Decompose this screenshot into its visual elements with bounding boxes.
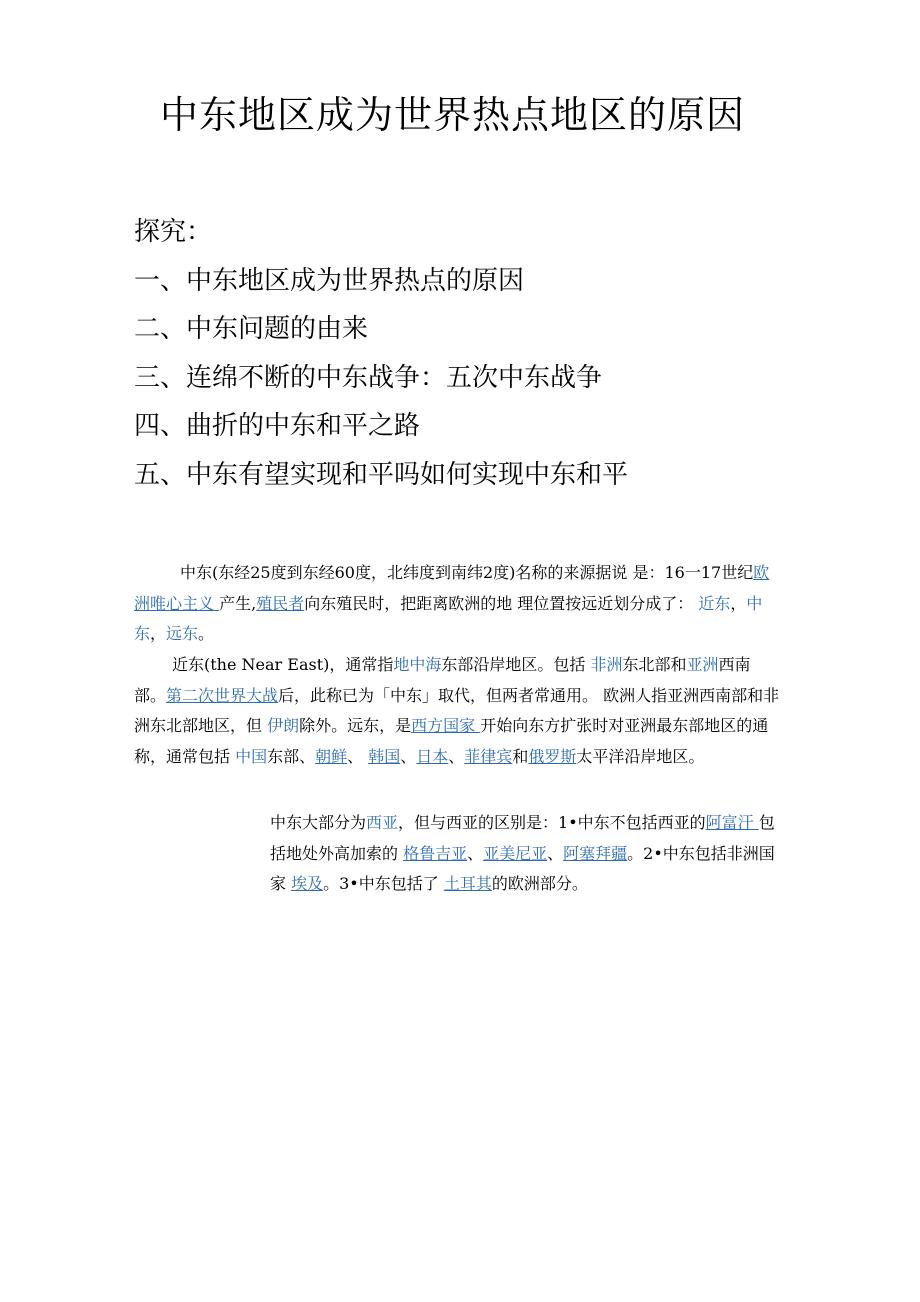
paragraph-text: 的欧洲部分。: [491, 874, 588, 893]
link-near-east[interactable]: 近东: [698, 593, 731, 613]
paragraph-text: 、: [467, 843, 484, 863]
paragraph-text: 开始向东方扩张时对亚洲最东部地区的通称，通常包括: [134, 716, 769, 766]
link-china[interactable]: 中国: [235, 746, 268, 766]
paragraph-text: 。2•中东包括非洲国家: [270, 843, 775, 893]
paragraph-text: 近东(the Near East)，通常指: [172, 655, 394, 674]
paragraph-text: ，但与西亚的区别是：1•中东不包括西亚的: [398, 813, 706, 832]
link-azerbaijan[interactable]: 阿塞拜疆: [563, 843, 628, 863]
outline-item: 五、中东有望实现和平吗如何实现中东和平: [134, 459, 629, 490]
link-afghanistan[interactable]: 阿富汗: [705, 813, 759, 832]
link-mediterranean[interactable]: 地中海: [393, 655, 442, 674]
link-turkey[interactable]: 土耳其: [443, 874, 492, 893]
paragraph-text: 、: [400, 746, 417, 766]
paragraph-text: 太平洋沿岸地区。: [576, 746, 705, 766]
link-philippines[interactable]: 菲律宾: [464, 746, 513, 766]
paragraph-text: 中东大部分为: [270, 813, 367, 832]
document-title: 中东地区成为世界热点地区的原因: [159, 93, 745, 137]
link-south-korea[interactable]: 韩国: [368, 746, 401, 766]
paragraph-text: 向东殖民时，把距离欧洲的地 理位置按远近划分成了：: [304, 593, 699, 613]
paragraph-text: 。3•中东包括了: [323, 874, 444, 893]
outline-item: 一、中东地区成为世界热点的原因: [134, 265, 525, 296]
paragraph-text: 后，此称已为「中东」取代，但两者常通用。 欧洲人指亚洲西南部和非洲东北部地区，但: [134, 685, 780, 735]
paragraph-text: 东部沿岸地区。包括: [441, 655, 591, 674]
paragraph-text: 西南部。: [134, 655, 751, 705]
link-western-countries[interactable]: 西方国家: [411, 716, 481, 735]
link-european-idealism[interactable]: 欧洲唯心主义: [134, 563, 770, 613]
link-iran[interactable]: 伊朗: [267, 716, 300, 735]
paragraph-text: 包括地处外高加索的: [270, 813, 775, 863]
link-west-asia[interactable]: 西亚: [366, 813, 399, 832]
paragraph-text: 。: [198, 624, 215, 643]
link-egypt[interactable]: 埃及: [291, 874, 324, 893]
paragraph-text: 、: [347, 746, 369, 766]
paragraph-text: 和: [512, 746, 529, 766]
link-africa[interactable]: 非洲: [590, 655, 623, 674]
link-russia[interactable]: 俄罗斯: [528, 746, 577, 766]
link-north-korea[interactable]: 朝鲜: [315, 746, 348, 766]
paragraph-text: 除外。远东，是: [299, 716, 412, 735]
link-armenia[interactable]: 亚美尼亚: [483, 843, 548, 863]
link-colonists[interactable]: 殖民者: [256, 593, 305, 613]
paragraph-text: 、: [448, 746, 465, 766]
outline-item: 四、曲折的中东和平之路: [134, 411, 421, 442]
outline-heading: 探究：: [134, 217, 213, 247]
paragraph-text: 中东(东经25度到东经60度，北纬度到南纬2度)名称的来源据说 是：16一17世纪: [180, 563, 754, 582]
link-georgia[interactable]: 格鲁吉亚: [403, 843, 468, 863]
link-middle-east[interactable]: 中东: [134, 593, 763, 643]
paragraph-text: ，: [150, 624, 167, 643]
link-far-east[interactable]: 远东: [166, 624, 199, 643]
link-world-war-two[interactable]: 第二次世界大战: [166, 685, 279, 705]
paragraph-text: 产生,: [219, 593, 257, 613]
paragraph-text: 东部、: [267, 746, 316, 766]
outline-item: 三、连绵不断的中东战争：五次中东战争: [134, 362, 603, 393]
link-japan[interactable]: 日本: [416, 746, 449, 766]
paragraph-text: 、: [547, 843, 564, 863]
inquiry-outline: [134, 208, 628, 500]
paragraph-text: 东北部和: [622, 655, 687, 674]
link-asia[interactable]: 亚洲: [686, 655, 719, 674]
outline-item: 二、中东问题的由来: [134, 314, 369, 345]
paragraph-text: ，: [730, 593, 747, 613]
paragraph-middle-east-origin: [134, 558, 782, 650]
paragraph-west-asia-difference: [270, 808, 780, 900]
paragraph-near-far-east: [134, 650, 782, 772]
